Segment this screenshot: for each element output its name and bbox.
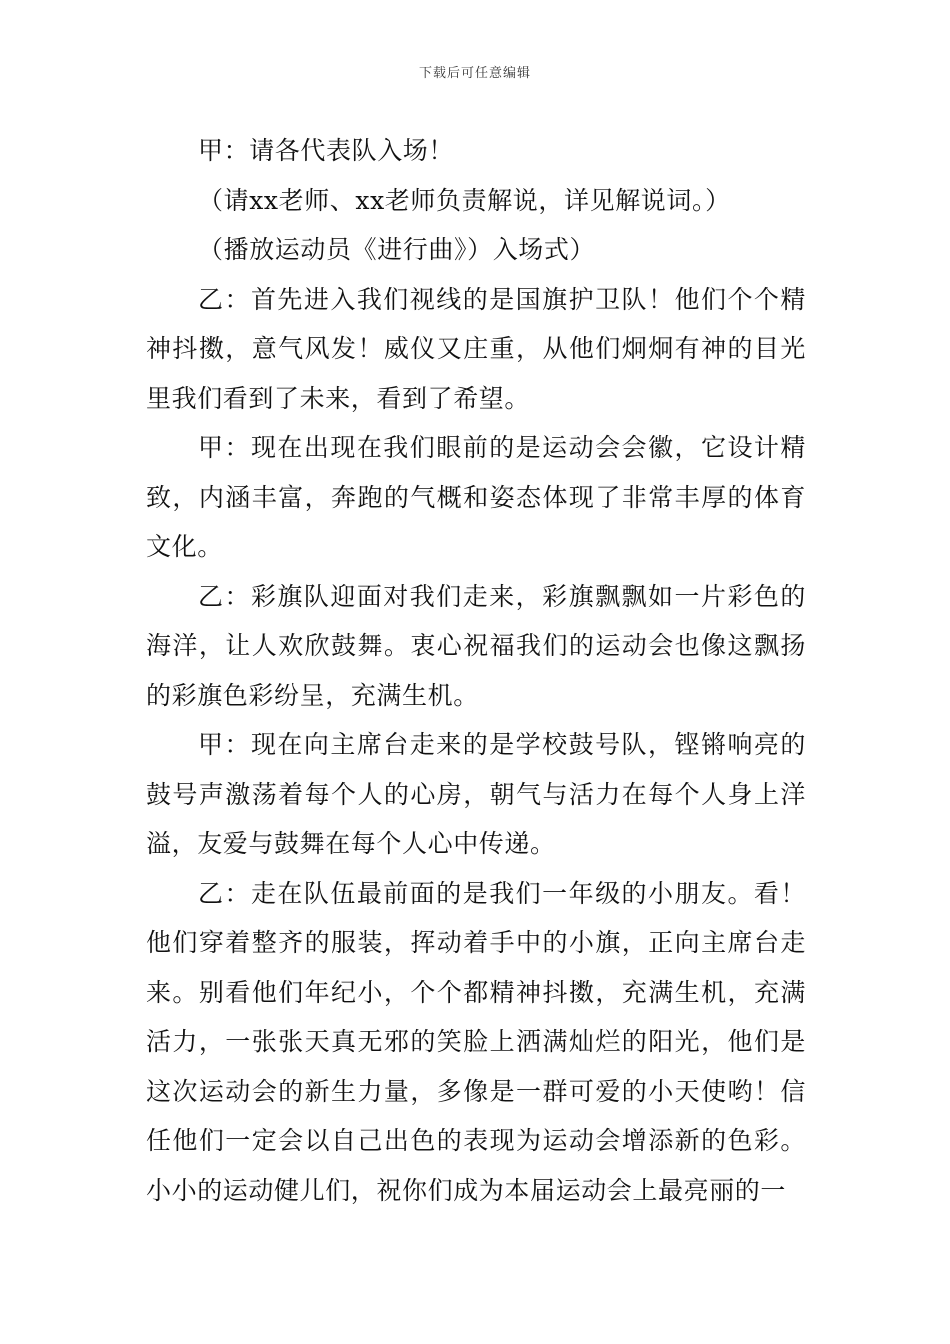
paragraph-8: 乙：走在队伍最前面的是我们一年级的小朋友。看！他们穿着整齐的服装，挥动着手中的小旗，正向主席台走来。别看他们年纪小，个个都精神抖擞，充满生机，充满活力，一张张天真无邪的笑脸上洒满灿烂的阳光，他们是这次运动会的新生力量，多像是一群可爱的小天使哟！信任他们一定会以自己出色的表现为运动会增添新的色彩。小小的运动健儿们，祝你们成为本届运动会上最亮丽的一: [146, 878, 806, 1205]
paragraph-3: （播放运动员《进行曲》）入场式）: [198, 235, 596, 264]
paragraph-6: 乙：彩旗队迎面对我们走来，彩旗飘飘如一片彩色的海洋，让人欢欣鼓舞。衷心祝福我们的运动会也像这飘扬的彩旗色彩纷呈，充满生机。: [146, 581, 806, 710]
document-body: [146, 126, 806, 1215]
paragraph-1: 甲：请各代表队入场！: [198, 136, 455, 165]
header-note: 下载后可任意编辑: [418, 66, 531, 81]
paragraph-2: （请xx老师、xx老师负责解说，详见解说词。）: [198, 185, 731, 215]
paragraph-5: 甲：现在出现在我们眼前的是运动会会徽，它设计精致，内涵丰富，奔跑的气概和姿态体现了非常丰厚的体育文化。: [146, 433, 806, 561]
paragraph-7: 甲：现在向主席台走来的是学校鼓号队，铿锵响亮的鼓号声激荡着每个人的心房，朝气与活力在每个人身上洋溢，友爱与鼓舞在每个人心中传递。: [146, 730, 806, 858]
paragraph-4: 乙：首先进入我们视线的是国旗护卫队！他们个个精神抖擞，意气风发！威仪又庄重，从他们炯炯有神的目光里我们看到了未来，看到了希望。: [146, 284, 806, 413]
